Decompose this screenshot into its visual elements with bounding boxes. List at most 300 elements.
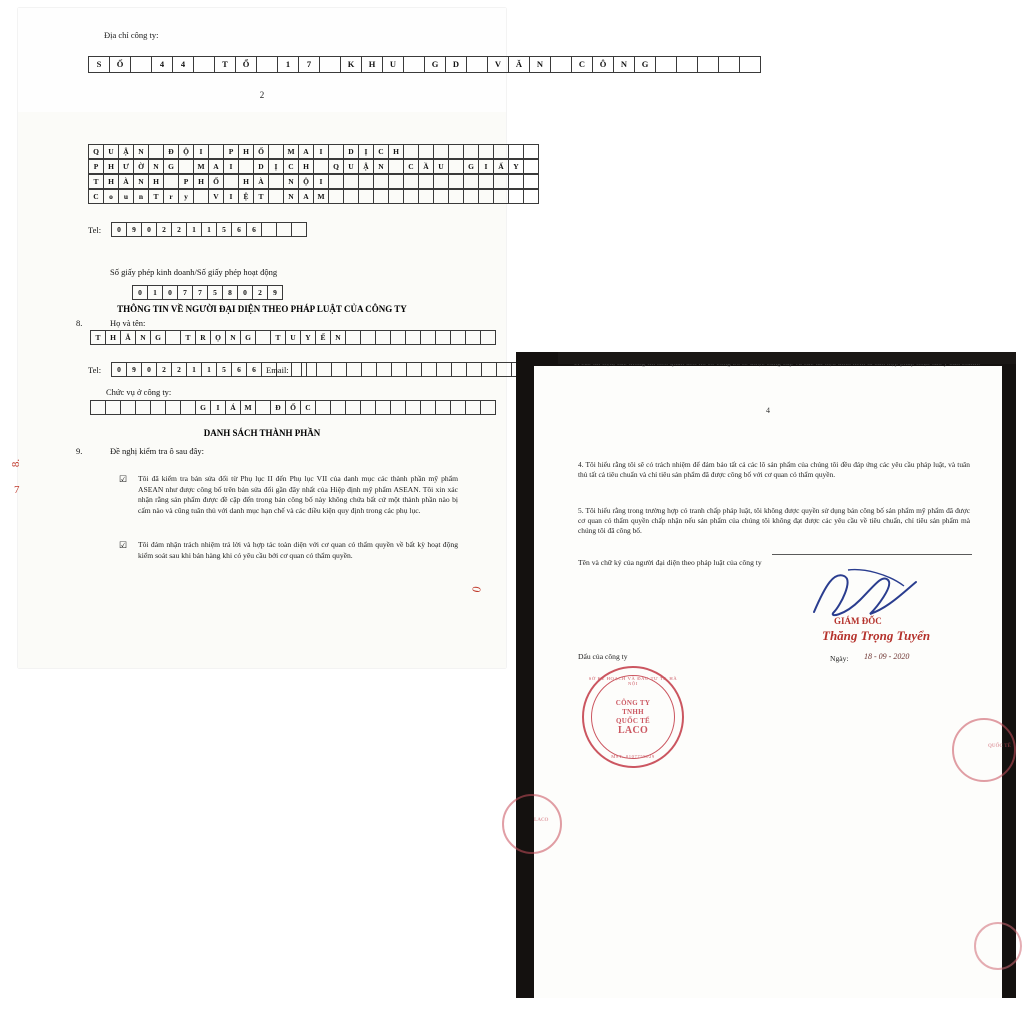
char-cell[interactable]: 0 [111, 222, 127, 237]
char-cell[interactable] [464, 174, 479, 189]
grid-row-0 [88, 144, 539, 159]
char-cell[interactable]: T [254, 189, 269, 204]
char-cell[interactable] [464, 189, 479, 204]
char-cell[interactable] [256, 400, 271, 415]
license-boxrow [132, 285, 283, 300]
stamp-arc-bottom: MST: 0107758029 [611, 754, 655, 759]
char-cell[interactable] [389, 159, 404, 174]
sign-label: Tên và chữ ký của người đại diện theo pháp luật của công ty [578, 558, 762, 567]
item9-number: 9. [76, 446, 83, 456]
name-boxrow [90, 330, 496, 345]
char-cell[interactable] [437, 362, 452, 377]
char-cell[interactable]: I [479, 159, 494, 174]
char-cell[interactable]: N [226, 330, 241, 345]
grid-row-1 [88, 159, 539, 174]
char-cell[interactable] [106, 400, 121, 415]
char-cell[interactable]: U [286, 330, 301, 345]
char-cell[interactable] [479, 174, 494, 189]
char-cell[interactable] [404, 144, 419, 159]
char-cell[interactable] [257, 56, 278, 73]
checkbox-1-text: Tôi đã kiểm tra bản sửa đổi từ Phụ lục II đến Phụ lục VII của danh mục các thành phần mỹ phẩm ASEAN như được công bố trên bản sửa đổi gần đây nhất của Hiệp định mỹ phẩm ASEAN. Tôi xin xác nhận rằng sản phẩm được đề cập đến trong bản công bố này không chứa bất cứ một thành phần nào bị cấm nào và cũng tuân thủ với danh mục hạn chế và các điều kiện quy định trong các phụ lục. [138, 474, 458, 515]
char-cell[interactable] [404, 174, 419, 189]
char-cell[interactable] [376, 400, 391, 415]
char-cell[interactable]: r [164, 189, 179, 204]
char-cell[interactable] [269, 174, 284, 189]
checkbox-2[interactable]: ☑ [119, 540, 128, 550]
char-cell[interactable]: G [164, 159, 179, 174]
char-cell[interactable] [407, 362, 422, 377]
char-cell[interactable]: 5 [208, 285, 223, 300]
char-cell[interactable]: Q [329, 159, 344, 174]
char-cell[interactable] [422, 362, 437, 377]
char-cell[interactable] [481, 330, 496, 345]
partial-stamp-left-text: LACO [534, 818, 549, 823]
grid-row-3 [88, 189, 539, 204]
item5-text: 5. Tôi hiểu rằng trong trường hợp có tranh chấp pháp luật, tôi không được quyền sử dụng bản công bố sản phẩm mỹ phẩm đã được cơ quan có thẩm quyền chấp nhận nếu sản phẩm của chúng tôi không đạt được các yêu cầu về tiêu chuẩn, chỉ tiêu sản phẩm mà chúng tôi đã công bố. [578, 506, 970, 536]
char-cell[interactable] [481, 400, 496, 415]
char-cell[interactable] [479, 189, 494, 204]
char-cell[interactable] [466, 330, 481, 345]
char-cell[interactable]: 6 [247, 222, 262, 237]
char-cell[interactable]: 0 [142, 362, 157, 377]
char-cell[interactable] [391, 400, 406, 415]
char-cell[interactable]: Ầ [419, 159, 434, 174]
char-cell[interactable]: 2 [157, 362, 172, 377]
char-cell[interactable] [346, 330, 361, 345]
char-cell[interactable]: G [425, 56, 446, 73]
char-cell[interactable]: V [488, 56, 509, 73]
char-cell[interactable]: H [389, 144, 404, 159]
char-cell[interactable]: n [134, 189, 149, 204]
char-cell[interactable] [479, 144, 494, 159]
char-cell[interactable] [344, 189, 359, 204]
char-cell[interactable] [316, 400, 331, 415]
char-cell[interactable] [332, 362, 347, 377]
char-cell[interactable]: Ậ [359, 159, 374, 174]
char-cell[interactable] [389, 189, 404, 204]
char-cell[interactable] [374, 174, 389, 189]
char-cell[interactable] [434, 174, 449, 189]
char-cell[interactable]: A [209, 159, 224, 174]
char-cell[interactable]: Ố [254, 144, 269, 159]
stamp-line-1: CÔNG TY [615, 699, 651, 707]
char-cell[interactable]: D [344, 144, 359, 159]
char-cell[interactable] [404, 189, 419, 204]
char-cell[interactable] [331, 400, 346, 415]
char-cell[interactable]: G [241, 330, 256, 345]
scan-left-body [10, 112, 519, 668]
char-cell[interactable] [151, 400, 166, 415]
char-cell[interactable]: N [331, 330, 346, 345]
char-cell[interactable] [406, 400, 421, 415]
char-cell[interactable]: N [614, 56, 635, 73]
char-cell[interactable] [374, 189, 389, 204]
char-cell[interactable]: 6 [247, 362, 262, 377]
char-cell[interactable]: Y [301, 330, 316, 345]
char-cell[interactable]: H [299, 159, 314, 174]
char-cell[interactable]: 5 [217, 222, 232, 237]
char-cell[interactable] [361, 330, 376, 345]
char-cell[interactable] [347, 362, 362, 377]
char-cell[interactable]: Ờ [134, 159, 149, 174]
signer-name: Thăng Trọng Tuyển [822, 628, 931, 643]
char-cell[interactable]: 1 [202, 222, 217, 237]
char-cell[interactable]: 2 [157, 222, 172, 237]
company-round-stamp [582, 666, 684, 768]
char-cell[interactable]: U [344, 159, 359, 174]
checkbox-2-text: Tôi đảm nhận trách nhiệm trả lời và hợp tác toàn diện với cơ quan có thẩm quyền về bất kỳ hoạt động kiểm soát sau khi bán hàng khi có yêu cầu bởi cơ quan có thẩm quyền. [138, 540, 458, 560]
char-cell[interactable] [524, 144, 539, 159]
char-cell[interactable] [359, 189, 374, 204]
char-cell[interactable]: À [119, 174, 134, 189]
char-cell[interactable]: 9 [127, 362, 142, 377]
char-cell[interactable]: G [151, 330, 166, 345]
char-cell[interactable] [194, 56, 215, 73]
char-cell[interactable]: Ố [286, 400, 301, 415]
char-cell[interactable] [451, 330, 466, 345]
item9-text: Đề nghị kiểm tra ô sau đây: [110, 446, 204, 456]
char-cell[interactable] [90, 400, 106, 415]
char-cell[interactable]: I [224, 159, 239, 174]
char-cell[interactable] [377, 362, 392, 377]
char-cell[interactable] [262, 222, 277, 237]
char-cell[interactable]: D [446, 56, 467, 73]
char-cell[interactable] [449, 159, 464, 174]
char-cell[interactable] [320, 56, 341, 73]
char-cell[interactable]: H [104, 174, 119, 189]
char-cell[interactable] [166, 330, 181, 345]
char-cell[interactable] [329, 144, 344, 159]
char-cell[interactable]: C [572, 56, 593, 73]
char-cell[interactable]: Đ [164, 144, 179, 159]
char-cell[interactable] [466, 400, 481, 415]
char-cell[interactable]: H [362, 56, 383, 73]
char-cell[interactable]: Ệ [239, 189, 254, 204]
char-cell[interactable]: Ă [121, 330, 136, 345]
char-cell[interactable]: 0 [163, 285, 178, 300]
char-cell[interactable] [136, 400, 151, 415]
char-cell[interactable]: R [196, 330, 211, 345]
char-cell[interactable]: M [194, 159, 209, 174]
char-cell[interactable]: N [284, 189, 299, 204]
char-cell[interactable] [269, 189, 284, 204]
position-label: Chức vụ ở công ty: [106, 387, 172, 397]
char-cell[interactable]: 1 [278, 56, 299, 73]
char-cell[interactable] [344, 174, 359, 189]
char-cell[interactable] [509, 189, 524, 204]
char-cell[interactable] [179, 159, 194, 174]
char-cell[interactable]: 1 [187, 222, 202, 237]
char-cell[interactable]: C [404, 159, 419, 174]
date-value: 18 - 09 - 2020 [864, 652, 910, 661]
char-cell[interactable] [419, 189, 434, 204]
char-cell[interactable]: P [224, 144, 239, 159]
stamp-center-text [584, 699, 682, 735]
char-cell[interactable]: 6 [232, 362, 247, 377]
char-cell[interactable]: Ị [359, 144, 374, 159]
char-cell[interactable]: 1 [148, 285, 163, 300]
char-cell[interactable]: 4 [152, 56, 173, 73]
char-cell[interactable]: H [104, 159, 119, 174]
char-cell[interactable] [494, 144, 509, 159]
char-cell[interactable] [224, 174, 239, 189]
char-cell[interactable]: N [136, 330, 151, 345]
char-cell[interactable]: U [104, 144, 119, 159]
item8-number: 8. [76, 318, 83, 328]
char-cell[interactable] [421, 330, 436, 345]
char-cell[interactable]: T [90, 330, 106, 345]
stamp-arc-top: SỞ KẾ HOẠCH VÀ ĐẦU TƯ TP. HÀ NỘI [588, 676, 678, 686]
char-cell[interactable]: H [239, 174, 254, 189]
char-cell[interactable]: N [149, 159, 164, 174]
char-cell[interactable]: A [299, 189, 314, 204]
char-cell[interactable]: Đ [271, 400, 286, 415]
address-label: Địa chỉ công ty: [104, 30, 159, 40]
char-cell[interactable]: U [434, 159, 449, 174]
char-cell[interactable] [524, 174, 539, 189]
char-cell[interactable]: Ậ [119, 144, 134, 159]
scan-left-top-strip [18, 8, 649, 113]
char-cell[interactable] [277, 222, 292, 237]
char-cell[interactable]: G [196, 400, 211, 415]
char-cell[interactable]: N [284, 174, 299, 189]
char-cell[interactable]: 7 [193, 285, 208, 300]
document-scan-right [516, 352, 1016, 998]
page-number-2: 2 [259, 90, 265, 100]
char-cell[interactable]: T [215, 56, 236, 73]
char-cell[interactable] [391, 330, 406, 345]
char-cell[interactable] [301, 362, 317, 377]
char-cell[interactable] [449, 174, 464, 189]
char-cell[interactable] [239, 159, 254, 174]
char-cell[interactable] [719, 56, 740, 73]
char-cell[interactable]: 0 [132, 285, 148, 300]
margin-note-2: 0 [469, 585, 484, 594]
checkbox-1[interactable]: ☑ [119, 474, 128, 484]
grid-row-2 [88, 174, 539, 189]
char-cell[interactable]: T [88, 174, 104, 189]
char-cell[interactable]: 1 [187, 362, 202, 377]
char-cell[interactable]: C [374, 144, 389, 159]
char-cell[interactable] [209, 144, 224, 159]
char-cell[interactable]: T [181, 330, 196, 345]
char-cell[interactable]: U [383, 56, 404, 73]
char-cell[interactable] [131, 56, 152, 73]
char-cell[interactable]: Y [509, 159, 524, 174]
char-cell[interactable] [509, 144, 524, 159]
char-cell[interactable]: 8 [223, 285, 238, 300]
char-cell[interactable]: 5 [217, 362, 232, 377]
scan-right-top-band [558, 352, 1016, 364]
stamp-line-2: TNHH [622, 708, 644, 716]
char-cell[interactable] [292, 222, 307, 237]
char-cell[interactable]: N [374, 159, 389, 174]
char-cell[interactable] [698, 56, 719, 73]
char-cell[interactable] [362, 362, 377, 377]
char-cell[interactable] [404, 56, 425, 73]
char-cell[interactable]: T [149, 189, 164, 204]
char-cell[interactable]: H [194, 174, 209, 189]
char-cell[interactable] [419, 174, 434, 189]
char-cell[interactable]: 0 [142, 222, 157, 237]
char-cell[interactable]: 2 [172, 362, 187, 377]
stamp-line-3: QUỐC TẾ [615, 717, 651, 725]
char-cell[interactable] [121, 400, 136, 415]
char-cell[interactable] [656, 56, 677, 73]
position-boxrow [90, 400, 496, 415]
char-cell[interactable] [346, 400, 361, 415]
char-cell[interactable]: C [88, 189, 104, 204]
char-cell[interactable]: u [119, 189, 134, 204]
char-cell[interactable]: Ô [593, 56, 614, 73]
char-cell[interactable]: Á [226, 400, 241, 415]
char-cell[interactable]: H [239, 144, 254, 159]
scan-right-paper [534, 366, 1011, 998]
char-cell[interactable]: Ổ [236, 56, 257, 73]
char-cell[interactable] [376, 330, 391, 345]
char-cell[interactable]: 7 [299, 56, 320, 73]
char-cell[interactable] [740, 56, 761, 73]
char-cell[interactable] [181, 400, 196, 415]
char-cell[interactable] [421, 400, 436, 415]
char-cell[interactable]: 0 [238, 285, 253, 300]
item4-text: 4. Tôi hiểu rằng tôi sẽ có trách nhiệm để đảm bảo tất cả các lô sản phẩm của chúng tôi đều đáp ứng các yêu cầu pháp luật, và tuân thủ tất cả tiêu chuẩn và chỉ tiêu sản phẩm đã được công bố với cơ quan có thẩm quyền. [578, 460, 970, 480]
char-cell[interactable] [434, 189, 449, 204]
email-label: Email: [266, 365, 289, 375]
char-cell[interactable]: 4 [173, 56, 194, 73]
char-cell[interactable]: Ộ [179, 144, 194, 159]
char-cell[interactable]: I [224, 189, 239, 204]
char-cell[interactable]: Ố [110, 56, 131, 73]
char-cell[interactable]: N [134, 144, 149, 159]
char-cell[interactable]: M [284, 144, 299, 159]
char-cell[interactable] [467, 56, 488, 73]
char-cell[interactable] [314, 159, 329, 174]
char-cell[interactable] [524, 159, 539, 174]
char-cell[interactable]: I [211, 400, 226, 415]
char-cell[interactable]: Ă [509, 56, 530, 73]
char-cell[interactable] [449, 144, 464, 159]
char-cell[interactable]: 7 [178, 285, 193, 300]
char-cell[interactable]: y [179, 189, 194, 204]
char-cell[interactable]: N [134, 174, 149, 189]
char-cell[interactable]: H [106, 330, 121, 345]
char-cell[interactable]: V [209, 189, 224, 204]
char-cell[interactable] [194, 189, 209, 204]
char-cell[interactable]: P [88, 159, 104, 174]
char-cell[interactable] [389, 174, 404, 189]
char-cell[interactable] [436, 400, 451, 415]
char-cell[interactable] [436, 330, 451, 345]
char-cell[interactable]: 2 [253, 285, 268, 300]
char-cell[interactable] [166, 400, 181, 415]
char-cell[interactable]: I [194, 144, 209, 159]
char-cell[interactable]: À [254, 174, 269, 189]
stamp-line-4: LACO [617, 725, 649, 736]
partial-stamp-right [952, 718, 1016, 782]
char-cell[interactable]: 9 [268, 285, 283, 300]
char-cell[interactable] [392, 362, 407, 377]
tel-label: Tel: [88, 225, 102, 235]
char-cell[interactable] [467, 362, 482, 377]
char-cell[interactable]: H [149, 174, 164, 189]
char-cell[interactable] [434, 144, 449, 159]
char-cell[interactable]: Ư [119, 159, 134, 174]
partial-stamp-bottom [974, 922, 1022, 970]
license-label: Số giấy phép kinh doanh/Số giấy phép hoạt động [110, 267, 278, 277]
char-cell[interactable]: S [88, 56, 110, 73]
char-cell[interactable] [677, 56, 698, 73]
char-cell[interactable]: I [314, 174, 329, 189]
char-cell[interactable] [256, 330, 271, 345]
char-cell[interactable]: G [464, 159, 479, 174]
char-cell[interactable] [359, 174, 374, 189]
char-cell[interactable]: o [104, 189, 119, 204]
char-cell[interactable] [494, 174, 509, 189]
char-cell[interactable] [464, 144, 479, 159]
char-cell[interactable]: M [314, 189, 329, 204]
char-cell[interactable] [551, 56, 572, 73]
tel2-label: Tel: [88, 365, 102, 375]
char-cell[interactable] [524, 189, 539, 204]
char-cell[interactable] [317, 362, 332, 377]
char-cell[interactable] [329, 174, 344, 189]
page-number-4: 4 [766, 406, 770, 415]
char-cell[interactable]: A [299, 144, 314, 159]
signature-rule [772, 554, 972, 555]
char-cell[interactable]: N [530, 56, 551, 73]
char-cell[interactable] [509, 174, 524, 189]
char-cell[interactable] [164, 174, 179, 189]
char-cell[interactable] [269, 144, 284, 159]
char-cell[interactable]: 9 [127, 222, 142, 237]
char-cell[interactable]: C [284, 159, 299, 174]
char-cell[interactable] [449, 189, 464, 204]
char-cell[interactable] [329, 189, 344, 204]
char-cell[interactable]: 0 [111, 362, 127, 377]
char-cell[interactable]: Q [88, 144, 104, 159]
char-cell[interactable] [482, 362, 497, 377]
char-cell[interactable]: Ố [209, 174, 224, 189]
char-cell[interactable] [419, 144, 434, 159]
list-section-title: DANH SÁCH THÀNH PHẦN [203, 428, 321, 438]
char-cell[interactable]: Ọ [211, 330, 226, 345]
char-cell[interactable]: 2 [172, 222, 187, 237]
char-cell[interactable]: T [271, 330, 286, 345]
char-cell[interactable]: 6 [232, 222, 247, 237]
char-cell[interactable]: Ấ [494, 159, 509, 174]
char-cell[interactable]: C [301, 400, 316, 415]
margin-note-1: 7 [14, 484, 20, 496]
char-cell[interactable]: Ộ [299, 174, 314, 189]
char-cell[interactable] [452, 362, 467, 377]
char-cell[interactable] [149, 144, 164, 159]
char-cell[interactable] [361, 400, 376, 415]
char-cell[interactable]: M [241, 400, 256, 415]
char-cell[interactable]: I [314, 144, 329, 159]
char-cell[interactable]: Ị [269, 159, 284, 174]
char-cell[interactable]: D [254, 159, 269, 174]
char-cell[interactable]: 1 [202, 362, 217, 377]
char-cell[interactable]: Ể [316, 330, 331, 345]
char-cell[interactable] [451, 400, 466, 415]
char-cell[interactable]: P [179, 174, 194, 189]
char-cell[interactable]: K [341, 56, 362, 73]
char-cell[interactable] [406, 330, 421, 345]
char-cell[interactable] [494, 189, 509, 204]
char-cell[interactable]: G [635, 56, 656, 73]
char-cell[interactable] [497, 362, 512, 377]
